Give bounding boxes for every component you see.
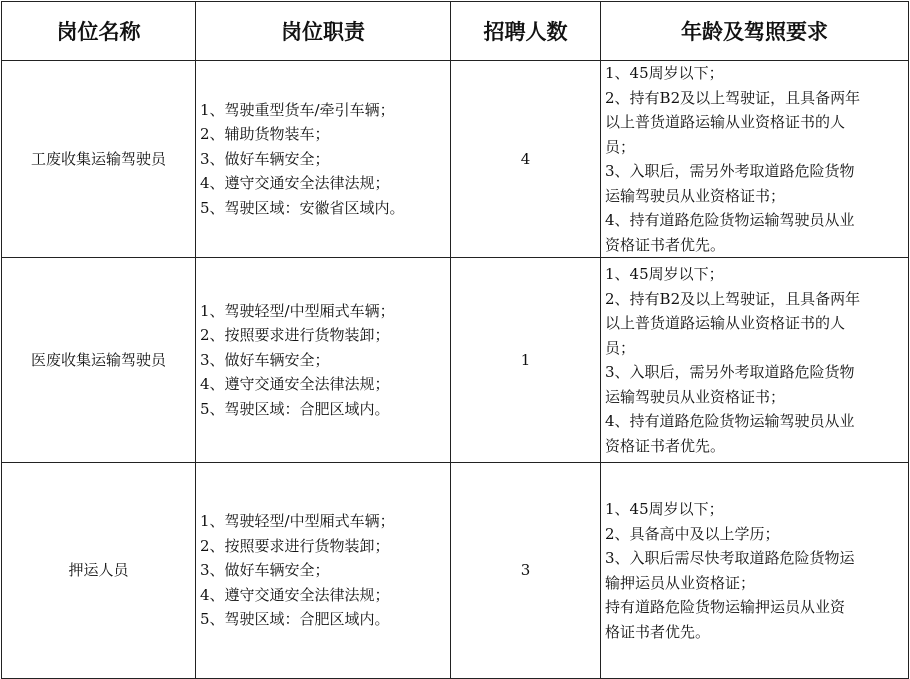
requirements-cell — [601, 463, 909, 679]
requirement-line: 运输驾驶员从业资格证书； — [605, 186, 786, 205]
duty-line: 3、做好车辆安全； — [200, 561, 330, 580]
table-row — [2, 258, 909, 463]
duty-line: 2、辅助货物装车； — [200, 125, 330, 144]
duty-line: 1、驾驶重型货车/牵引车辆； — [200, 100, 395, 119]
duty-line: 2、按照要求进行货物装卸； — [200, 326, 390, 345]
requirement-line: 2、持有B2及以上驾驶证，且具备两年 — [605, 88, 861, 107]
requirement-line: 3、入职后，需另外考取道路危险货物 — [605, 162, 855, 180]
requirement-line: 格证书者优先。 — [605, 622, 711, 641]
header-duties: 岗位职责 — [196, 2, 451, 61]
recruitment-table — [1, 1, 909, 679]
table-row — [2, 463, 909, 679]
position-name: 医废收集运输驾驶员 — [2, 258, 196, 463]
requirement-line: 以上普货道路运输从业资格证书的人 — [605, 314, 846, 332]
headcount: 4 — [451, 61, 601, 258]
duty-line: 2、按照要求进行货物装卸； — [200, 536, 390, 555]
header-requirements: 年龄及驾照要求 — [601, 2, 909, 61]
duty-line: 5、驾驶区域：合肥区域内。 — [200, 610, 390, 629]
requirements-cell — [601, 61, 909, 258]
requirement-line: 4、持有道路危险货物运输驾驶员从业 — [605, 412, 855, 430]
table-row — [2, 61, 909, 258]
requirement-line: 3、入职后，需另外考取道路危险货物 — [605, 363, 855, 381]
requirement-line: 以上普货道路运输从业资格证书的人 — [605, 113, 846, 131]
requirement-line: 员； — [605, 338, 636, 357]
requirement-line: 2、持有B2及以上驾驶证，且具备两年 — [605, 289, 861, 308]
header-position-name: 岗位名称 — [2, 2, 196, 61]
header-row — [2, 2, 909, 61]
requirement-line: 持有道路危险货物运输押运员从业资 — [605, 598, 846, 616]
headcount: 3 — [451, 463, 601, 679]
duty-line: 1、驾驶轻型/中型厢式车辆； — [200, 512, 395, 531]
position-name: 工废收集运输驾驶员 — [2, 61, 196, 258]
duty-line: 1、驾驶轻型/中型厢式车辆； — [200, 301, 395, 320]
duty-line: 5、驾驶区域：合肥区域内。 — [200, 399, 390, 418]
duty-line: 4、遵守交通安全法律法规； — [200, 585, 390, 604]
duties-cell — [196, 61, 451, 258]
duty-line: 3、做好车辆安全； — [200, 350, 330, 369]
requirement-line: 资格证书者优先。 — [605, 436, 726, 455]
header-count: 招聘人数 — [451, 2, 601, 61]
requirement-line: 3、入职后需尽快考取道路危险货物运 — [605, 549, 855, 567]
requirement-line: 员； — [605, 137, 636, 156]
requirement-line: 4、持有道路危险货物运输驾驶员从业 — [605, 211, 855, 229]
requirement-line: 输押运员从业资格证； — [605, 573, 756, 592]
requirement-line: 1、45周岁以下； — [605, 500, 724, 518]
duty-line: 5、驾驶区域：安徽省区域内。 — [200, 198, 405, 217]
requirement-line: 1、45周岁以下； — [605, 265, 724, 283]
position-name: 押运人员 — [2, 463, 196, 679]
requirement-line: 运输驾驶员从业资格证书； — [605, 387, 786, 406]
requirement-line: 1、45周岁以下； — [605, 64, 724, 82]
duties-cell — [196, 463, 451, 679]
duty-line: 4、遵守交通安全法律法规； — [200, 174, 390, 193]
duty-line: 4、遵守交通安全法律法规； — [200, 375, 390, 394]
requirement-line: 资格证书者优先。 — [605, 235, 726, 254]
requirement-line: 2、具备高中及以上学历； — [605, 524, 780, 543]
duty-line: 3、做好车辆安全； — [200, 149, 330, 168]
requirements-cell — [601, 258, 909, 463]
duties-cell — [196, 258, 451, 463]
headcount: 1 — [451, 258, 601, 463]
